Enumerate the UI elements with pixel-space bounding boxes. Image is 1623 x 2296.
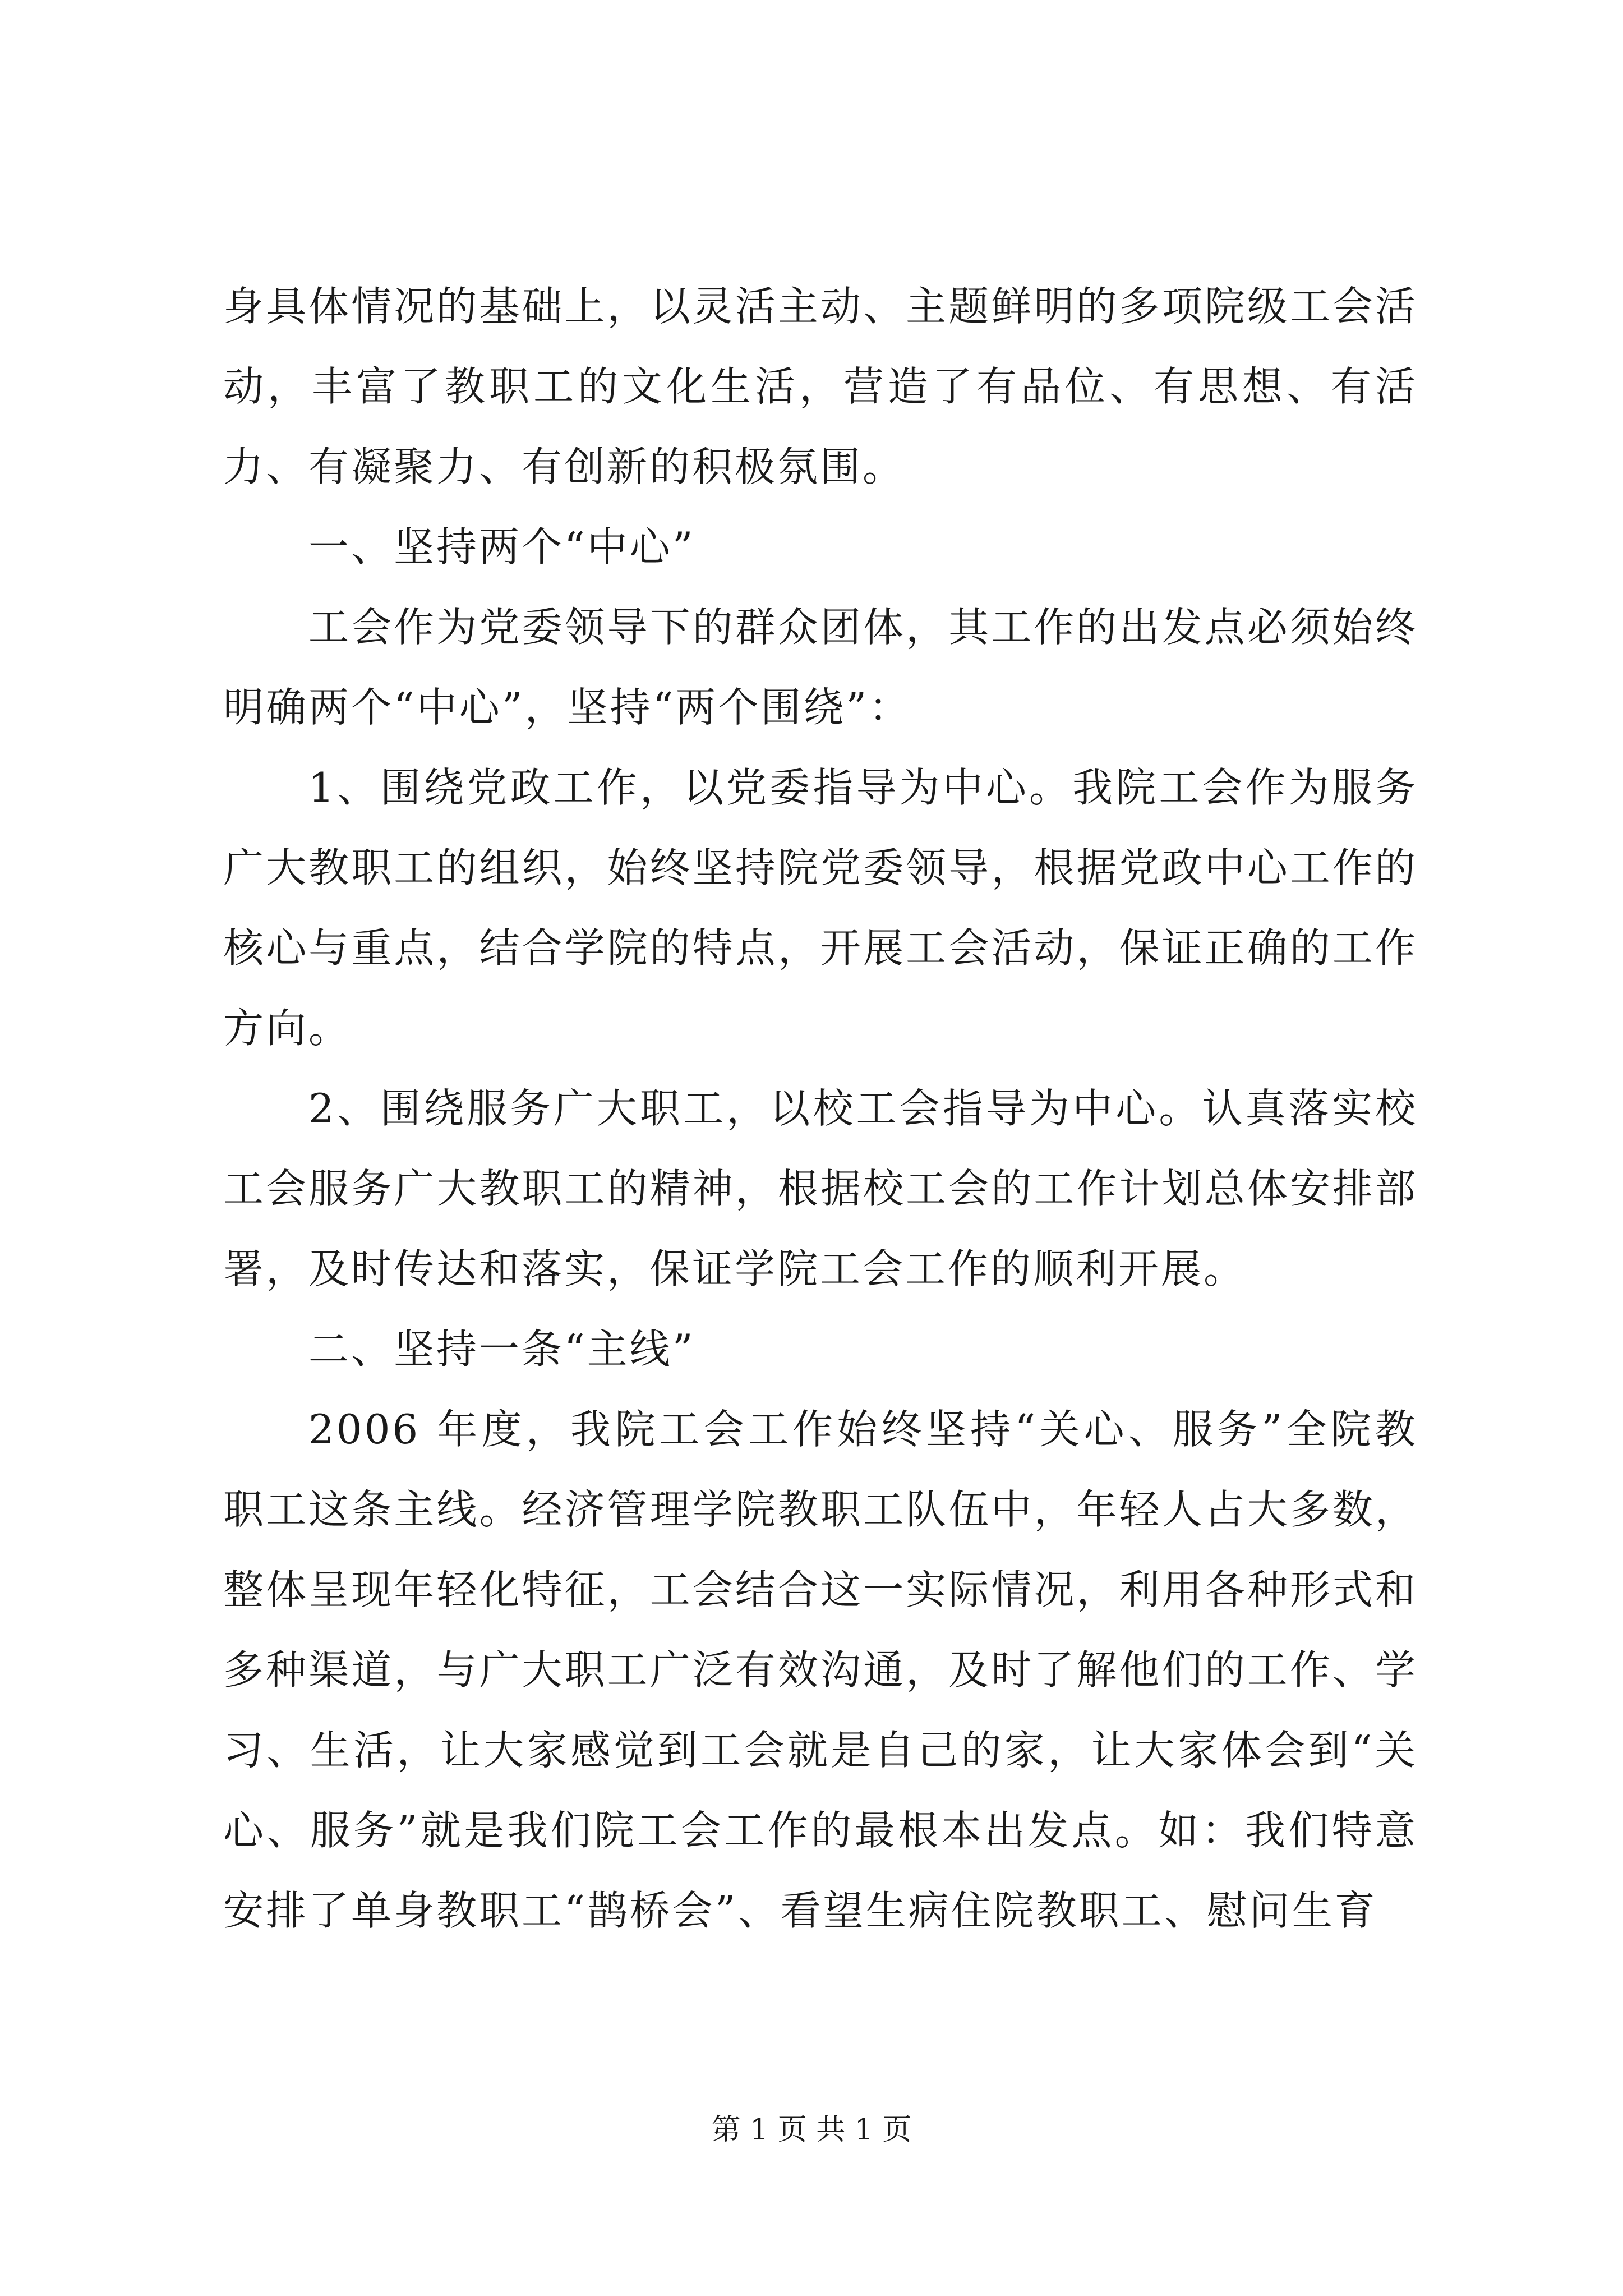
page-footer: 第 1 页 共 1 页 (711, 2113, 912, 2147)
section-heading-1: 一、坚持两个“中心” (308, 523, 695, 570)
section-heading-2: 二、坚持一条“主线” (308, 1326, 695, 1373)
paragraph-point-1: 1、围绕党政工作，以党委指导为中心。我院工会作为服务广大教职工的组织，始终坚持院党委领导，根据党政中心工作的核心与重点，结合学院的特点，开展工会活动，保证正确的工作方向。 (223, 764, 1418, 1052)
paragraph-point-2: 2、围绕服务广大职工，以校工会指导为中心。认真落实校工会服务广大教职工的精神，根据校工会的工作计划总体安排部署，及时传达和落实，保证学院工会工作的顺利开展。 (223, 1085, 1418, 1292)
document-body (223, 266, 1418, 1951)
paragraph-union-role: 工会作为党委领导下的群众团体，其工作的出发点必须始终明确两个“中心”，坚持“两个围绕”： (223, 604, 1418, 731)
paragraph-main-line: 2006 年度，我院工会工作始终坚持“关心、服务”全院教职工这条主线。经济管理学院教职工队伍中，年轻人占大多数，整体呈现年轻化特征，工会结合这一实际情况，利用各种形式和多种渠道，与广大职工广泛有效沟通，及时了解他们的工作、学习、生活，让大家感觉到工会就是自己的家，让大家体会到“关心、服务”就是我们院工会工作的最根本出发点。如：我们特意安排了单身教职工“鹊桥会”、看望生病住院教职工、慰问生育 (223, 1406, 1418, 1934)
paragraph-continuation: 身具体情况的基础上，以灵活主动、主题鲜明的多项院级工会活动，丰富了教职工的文化生活，营造了有品位、有思想、有活力、有凝聚力、有创新的积极氛围。 (223, 283, 1418, 490)
